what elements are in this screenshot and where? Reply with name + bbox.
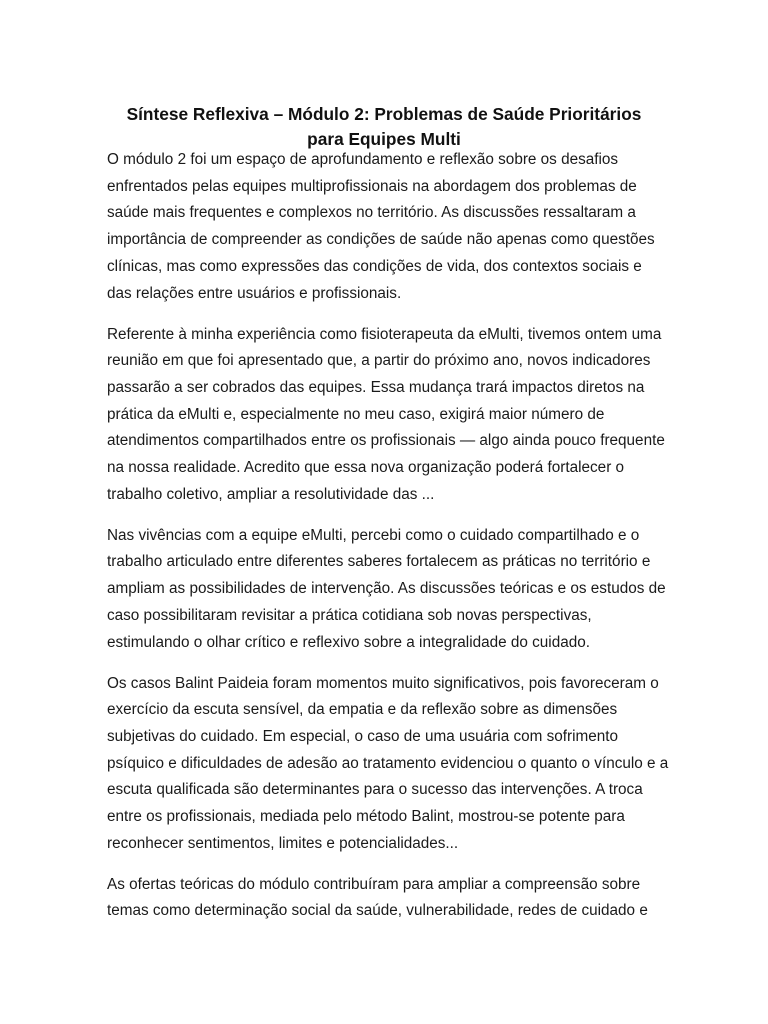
text-line: Nas vivências com a equipe eMulti, percebi como o cuidado compartilhado e o xyxy=(107,526,640,544)
text-line: temas como determinação social da saúde, vulnerabilidade, redes de cuidado e xyxy=(107,902,648,920)
text-line: As ofertas teóricas do módulo contribuíram para ampliar a compreensão sobre xyxy=(107,875,641,893)
paragraph-3 xyxy=(107,523,707,657)
text-line: subjetivas do cuidado. Em especial, o caso de uma usuária com sofrimento xyxy=(107,727,619,745)
text-line: prática da eMulti e, especialmente no meu caso, exigirá maior número de xyxy=(107,405,605,423)
text-line: escuta qualificada são determinantes para o sucesso das intervenções. A troca xyxy=(107,781,643,799)
text-line: estimulando o olhar crítico e reflexivo sobre a integralidade do cuidado. xyxy=(107,633,590,651)
text-line: exercício da escuta sensível, da empatia e da reflexão sobre as dimensões xyxy=(107,701,618,719)
text-line: entre os profissionais, mediada pelo método Balint, mostrou-se potente para xyxy=(107,808,625,826)
text-line: O módulo 2 foi um espaço de aprofundamento e reflexão sobre os desafios xyxy=(107,151,619,168)
text-line: ampliam as possibilidades de intervenção. As discussões teóricas e os estudos de xyxy=(107,580,666,598)
text-line: Referente à minha experiência como fisioterapeuta da eMulti, tivemos ontem uma xyxy=(107,325,662,343)
text-line: caso possibilitaram revisitar a prática cotidiana sob novas perspectivas, xyxy=(107,606,592,624)
text-line: importância de compreender as condições de saúde não apenas como questões xyxy=(107,231,655,249)
text-line: trabalho articulado entre diferentes saberes fortalecem as práticas no território e xyxy=(107,553,651,571)
text-line: saúde mais frequentes e complexos no território. As discussões ressaltaram a xyxy=(107,204,636,222)
paragraph-1 xyxy=(107,147,707,307)
paragraph-2 xyxy=(107,322,707,509)
text-line: clínicas, mas como expressões das condições de vida, dos contextos sociais e xyxy=(107,257,642,275)
text-line: trabalho coletivo, ampliar a resolutividade das ... xyxy=(107,485,435,503)
text-line: reconhecer sentimentos, limites e potencialidades... xyxy=(107,834,459,852)
text-line: na nossa realidade. Acredito que essa nova organização poderá fortalecer o xyxy=(107,459,625,477)
text-line: passarão a ser cobrados das equipes. Essa mudança trará impactos diretos na xyxy=(107,378,645,396)
title-line: para Equipes Multi xyxy=(307,128,461,149)
document-title xyxy=(60,102,708,152)
paragraph-5 xyxy=(107,872,707,925)
text-line: reunião em que foi apresentado que, a partir do próximo ano, novos indicadores xyxy=(107,352,651,370)
text-line: enfrentados pelas equipes multiprofissionais na abordagem dos problemas de xyxy=(107,177,637,195)
text-line: psíquico e dificuldades de adesão ao tratamento evidenciou o quanto o vínculo e a xyxy=(107,754,669,772)
text-line: das relações entre usuários e profissionais. xyxy=(107,284,402,302)
document-body xyxy=(107,147,707,939)
text-line: Os casos Balint Paideia foram momentos muito significativos, pois favoreceram o xyxy=(107,674,659,692)
title-line: Síntese Reflexiva – Módulo 2: Problemas de Saúde Prioritários xyxy=(126,103,642,124)
text-line: atendimentos compartilhados entre os profissionais — algo ainda pouco frequente xyxy=(107,432,665,450)
paragraph-4 xyxy=(107,671,707,858)
